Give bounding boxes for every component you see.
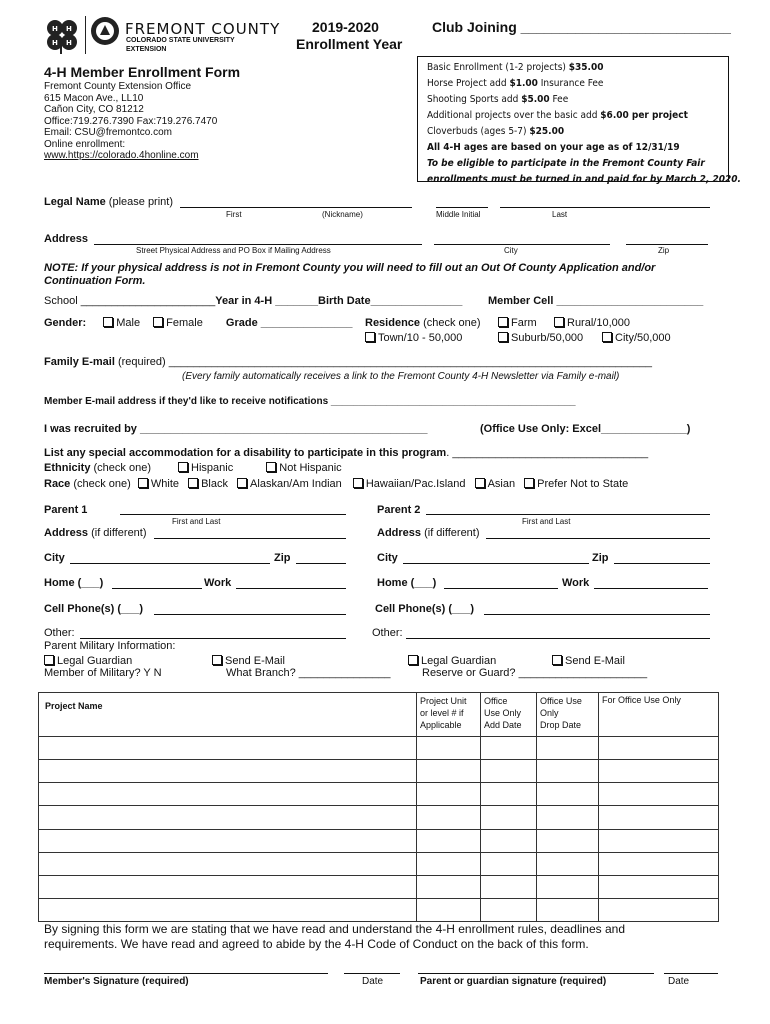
fee-additional: Additional projects over the basic add: [427, 110, 601, 121]
office-line: Fremont County Extension Office: [44, 81, 192, 92]
university-name: COLORADO STATE UNIVERSITY: [126, 37, 235, 44]
residence-check-one: (check one): [420, 317, 481, 329]
office-line: Online enrollment:: [44, 138, 126, 150]
street-hint: Street Physical Address and PO Box if Mailing Address: [136, 246, 331, 255]
school-field[interactable]: School ______________________: [44, 295, 216, 307]
female-checkbox[interactable]: [153, 317, 163, 327]
parent2-zip-label: Zip: [592, 552, 609, 564]
note-line-1: NOTE: If your physical address is not in Fremont County you will need to fill out an Out Of County Application and/or: [44, 262, 656, 274]
nickname-hint: (Nickname): [322, 210, 363, 219]
member-email-field[interactable]: Member E-mail address if they'd like to receive notifications ____________________________________________: [44, 396, 576, 407]
ethnicity-check-one: (check one): [90, 462, 151, 474]
office-line: Email: CSU@fremontco.com: [44, 127, 172, 138]
parent2-address-field[interactable]: [486, 538, 710, 539]
project-name-header-label: Project Name: [45, 701, 103, 711]
recruited-by-field[interactable]: I was recruited by _______________________________________________: [44, 423, 428, 435]
prefer-not-checkbox[interactable]: [524, 478, 534, 488]
parent1-zip-label: Zip: [274, 552, 291, 564]
gender-row: [44, 317, 353, 329]
age-note: All 4-H ages are based on your age as of 12/31/19: [427, 142, 680, 153]
add-date-line: Add Date: [484, 720, 522, 730]
parent1-send-email-option: [212, 655, 285, 667]
svg-text:H: H: [66, 39, 72, 47]
county-name: FREMONT COUNTY: [125, 20, 281, 38]
race-check-one: (check one): [70, 478, 131, 490]
parent2-zip-field[interactable]: [614, 563, 710, 564]
city-hint: City: [504, 246, 518, 255]
fee-shooting: Shooting Sports add: [427, 94, 522, 105]
residence-title: Residence: [365, 317, 421, 329]
table-row[interactable]: [39, 898, 719, 921]
grade-field[interactable]: Grade _______________: [225, 317, 353, 329]
project-table: [38, 692, 719, 922]
zip-hint: Zip: [658, 246, 670, 255]
project-name-header: [39, 693, 417, 737]
parent1-cell-label: Cell Phone(s) (___): [44, 603, 144, 615]
table-row[interactable]: [39, 852, 719, 875]
fee-horse-amount: $1.00: [509, 78, 538, 89]
table-row[interactable]: [39, 760, 719, 783]
year-in-4h-field[interactable]: Year in 4-H _______: [215, 295, 319, 307]
town-label: Town/10 - 50,000: [378, 332, 463, 344]
rural-checkbox[interactable]: [554, 317, 564, 327]
farm-checkbox[interactable]: [498, 317, 508, 327]
parent2-work-field[interactable]: [594, 588, 708, 589]
parent1-send-email-checkbox[interactable]: [212, 655, 222, 665]
parent2-address-diff: (if different): [421, 527, 480, 539]
not-hispanic-label: Not Hispanic: [279, 462, 342, 474]
parent1-home-field[interactable]: [112, 588, 202, 589]
family-email-field[interactable]: [44, 356, 652, 368]
parent2-home-label: Home (___): [377, 577, 437, 589]
fee-cloverbuds: Cloverbuds (ages 5-7): [427, 126, 530, 137]
member-date-field[interactable]: [344, 973, 400, 974]
office-use-label: For Office Use Only: [602, 695, 681, 705]
out-of-county-note: [44, 262, 655, 288]
add-date-header: [481, 693, 537, 737]
parent2-other-field[interactable]: [406, 638, 710, 639]
parent2-send-email-checkbox[interactable]: [552, 655, 562, 665]
suburb-label: Suburb/50,000: [511, 332, 584, 344]
extension-label: EXTENSION: [126, 46, 167, 53]
legal-name-label: [44, 196, 173, 208]
office-line: Office:719.276.7390 Fax:719.276.7470: [44, 115, 218, 127]
not-hispanic-checkbox[interactable]: [266, 462, 276, 472]
svg-text:H: H: [52, 39, 58, 47]
drop-date-line: Office Use: [540, 696, 582, 706]
member-military-field[interactable]: Member of Military? Y N: [44, 667, 162, 679]
legal-name-sub: (please print): [105, 196, 174, 208]
parent1-address-field[interactable]: [154, 538, 346, 539]
parent2-send-email-label: Send E-Mail: [565, 655, 625, 667]
school-row: [44, 295, 462, 307]
parent1-label: Parent 1: [44, 504, 88, 516]
race-row: [44, 478, 628, 490]
farm-label: Farm: [511, 317, 537, 329]
table-row[interactable]: [39, 875, 719, 898]
parent1-address-label: [44, 527, 147, 539]
add-date-line: Use Only: [484, 708, 522, 718]
member-signature-field[interactable]: [44, 973, 328, 974]
drop-date-line: Only: [540, 708, 559, 718]
parent1-work-field[interactable]: [236, 588, 346, 589]
black-checkbox[interactable]: [188, 478, 198, 488]
member-signature-label: Member's Signature (required): [44, 976, 189, 987]
office-excel-field: (Office Use Only: Excel______________): [480, 423, 691, 435]
agreement-text: [44, 922, 625, 952]
hawaiian-label: Hawaiian/Pac.Island: [365, 478, 466, 490]
fee-basic-amount: $35.00: [568, 62, 604, 73]
logo-divider: [85, 16, 86, 54]
parent2-guardian-label: Legal Guardian: [421, 655, 497, 667]
white-label: White: [150, 478, 180, 490]
parent2-home-field[interactable]: [444, 588, 558, 589]
city-field[interactable]: [434, 244, 610, 245]
prefer-not-label: Prefer Not to State: [537, 478, 629, 490]
project-unit-line: Applicable: [420, 720, 462, 730]
4h-clover-logo: [42, 15, 82, 55]
member-cell-field[interactable]: Member Cell ________________________: [488, 295, 704, 307]
office-line: 615 Macon Ave., LL10: [44, 92, 144, 104]
parent1-zip-field[interactable]: [296, 563, 346, 564]
parent1-work-label: Work: [204, 577, 232, 589]
project-unit-header: [417, 693, 481, 737]
city-option: [602, 332, 671, 344]
parent2-city-label: City: [377, 552, 398, 564]
agreement-line-2: requirements. We have read and agreed to abide by the 4-H Code of Conduct on the back of this form.: [44, 937, 589, 951]
parent1-other-field[interactable]: [80, 638, 346, 639]
parent2-cell-label: Cell Phone(s) (___): [375, 603, 475, 615]
zip-field[interactable]: [626, 244, 708, 245]
office-info: [44, 81, 217, 162]
town-option: [365, 332, 462, 344]
suburb-checkbox[interactable]: [498, 332, 508, 342]
special-accommodation-field[interactable]: [44, 447, 648, 459]
svg-text:H: H: [66, 25, 72, 33]
alaskan-checkbox[interactable]: [237, 478, 247, 488]
hawaiian-checkbox[interactable]: [353, 478, 363, 488]
svg-text:H: H: [52, 25, 58, 33]
table-row[interactable]: [39, 737, 719, 760]
parent2-city-field[interactable]: [403, 563, 589, 564]
fair-note-2: enrollments must be turned in and paid for by March 2, 2020.: [427, 174, 741, 185]
parent1-other-label: Other:: [44, 627, 75, 639]
city-label: City/50,000: [615, 332, 671, 344]
fee-cloverbuds-amount: $25.00: [529, 126, 565, 137]
military-info-label: Parent Military Information:: [44, 640, 176, 652]
rural-option: [554, 317, 630, 329]
office-line: Cañon City, CO 81212: [44, 104, 144, 115]
parent1-guardian-option: [44, 655, 132, 667]
parent1-address-diff: (if different): [88, 527, 147, 539]
rural-label: Rural/10,000: [567, 317, 630, 329]
family-email-required: (required) _______________________________________________________________________________: [114, 356, 653, 368]
newsletter-note: (Every family automatically receives a link to the Fremont County 4-H Newsletter via Family e-mail): [182, 371, 620, 382]
special-accommodation-label: List any special accommodation for a disability to participate in this program: [44, 447, 447, 459]
asian-checkbox[interactable]: [475, 478, 485, 488]
enrollment-year: 2019-2020: [312, 19, 379, 35]
fee-box: [417, 56, 741, 185]
parent1-cell-field[interactable]: [154, 614, 346, 615]
parent2-guardian-option: [408, 655, 496, 667]
address-label: Address: [44, 233, 89, 245]
club-joining-field[interactable]: Club Joining ___________________________: [432, 19, 731, 35]
branch-field[interactable]: What Branch? _______________: [226, 667, 391, 679]
parent2-address-label: [377, 527, 480, 539]
parent1-guardian-checkbox[interactable]: [44, 655, 54, 665]
parent2-guardian-checkbox[interactable]: [408, 655, 418, 665]
table-row[interactable]: [39, 783, 719, 806]
farm-option: [498, 317, 537, 329]
parent2-address-title: Address: [377, 527, 422, 539]
female-label: Female: [166, 317, 203, 329]
fee-horse-suffix: Insurance Fee: [537, 78, 604, 89]
agreement-line-1: By signing this form we are stating that we have read and understand the 4-H enrollment rules, deadlines and: [44, 922, 626, 936]
middle-initial-field[interactable]: [436, 207, 488, 208]
fair-note-1: To be eligible to participate in the Fremont County Fair: [427, 158, 705, 169]
add-date-line: Office: [484, 696, 508, 706]
drop-date-line: Drop Date: [540, 720, 582, 730]
city-checkbox[interactable]: [602, 332, 612, 342]
drop-date-header: [537, 693, 599, 737]
note-line-2: Continuation Form.: [44, 275, 146, 287]
parent-signature-field[interactable]: [418, 973, 654, 974]
parent1-address-title: Address: [44, 527, 89, 539]
parent-date-label: Date: [668, 976, 690, 987]
fee-horse: Horse Project add: [427, 78, 510, 89]
fee-shooting-amount: $5.00: [521, 94, 550, 105]
legal-name-field[interactable]: [180, 207, 412, 208]
fee-basic: Basic Enrollment (1-2 projects): [427, 62, 569, 73]
fee-additional-amount: $6.00 per project: [600, 110, 688, 121]
table-row[interactable]: [39, 806, 719, 829]
parent1-home-label: Home (___): [44, 577, 104, 589]
parent1-city-field[interactable]: [70, 563, 270, 564]
first-hint: First: [226, 210, 242, 219]
parent-signature-label: Parent or guardian signature (required): [420, 976, 607, 987]
office-use-header: [599, 693, 719, 737]
parent1-guardian-label: Legal Guardian: [57, 655, 133, 667]
last-name-field[interactable]: [500, 207, 710, 208]
parent2-cell-field[interactable]: [484, 614, 710, 615]
project-unit-line: Project Unit: [420, 696, 467, 706]
parent2-label: Parent 2: [377, 504, 421, 516]
parent1-send-email-label: Send E-Mail: [225, 655, 285, 667]
residence-label: [365, 317, 481, 329]
table-row[interactable]: [39, 829, 719, 852]
project-unit-line: or level # if: [420, 708, 464, 718]
male-label: Male: [116, 317, 141, 329]
special-accommodation-blank: . ________________________________: [446, 447, 649, 459]
hispanic-label: Hispanic: [191, 462, 234, 474]
middle-hint: Middle Initial: [436, 210, 481, 219]
hispanic-checkbox[interactable]: [178, 462, 188, 472]
parent1-city-label: City: [44, 552, 65, 564]
parent1-name-hint: First and Last: [172, 517, 221, 526]
enrollment-link[interactable]: www.https://colorado.4honline.com: [44, 150, 199, 161]
birth-date-field[interactable]: Birth Date_______________: [318, 295, 463, 307]
parent2-other-label: Other:: [372, 627, 403, 639]
csu-seal-logo: [90, 16, 120, 46]
last-hint: Last: [552, 210, 568, 219]
family-email-label: Family E-mail: [44, 356, 115, 368]
white-checkbox[interactable]: [138, 478, 148, 488]
suburb-option: [498, 332, 583, 344]
reserve-guard-field[interactable]: Reserve or Guard? _____________________: [422, 667, 648, 679]
parent2-name-hint: First and Last: [522, 517, 571, 526]
enrollment-year-label: Enrollment Year: [296, 36, 403, 52]
ethnicity-label: Ethnicity: [44, 462, 91, 474]
black-label: Black: [201, 478, 228, 490]
parent1-name-field[interactable]: [120, 514, 346, 515]
member-date-label: Date: [362, 976, 384, 987]
parent2-name-field[interactable]: [426, 514, 710, 515]
alaskan-label: Alaskan/Am Indian: [250, 478, 342, 490]
town-checkbox[interactable]: [365, 332, 375, 342]
parent-date-field[interactable]: [664, 973, 718, 974]
street-address-field[interactable]: [94, 244, 422, 245]
form-title: 4-H Member Enrollment Form: [44, 64, 241, 80]
legal-name-title: Legal Name: [44, 196, 106, 208]
gender-label: Gender:: [44, 317, 87, 329]
parent2-send-email-option: [552, 655, 625, 667]
asian-label: Asian: [487, 478, 516, 490]
male-checkbox[interactable]: [103, 317, 113, 327]
race-label: Race: [44, 478, 71, 490]
ethnicity-row: [44, 462, 342, 474]
fee-shooting-suffix: Fee: [549, 94, 569, 105]
parent2-work-label: Work: [562, 577, 590, 589]
